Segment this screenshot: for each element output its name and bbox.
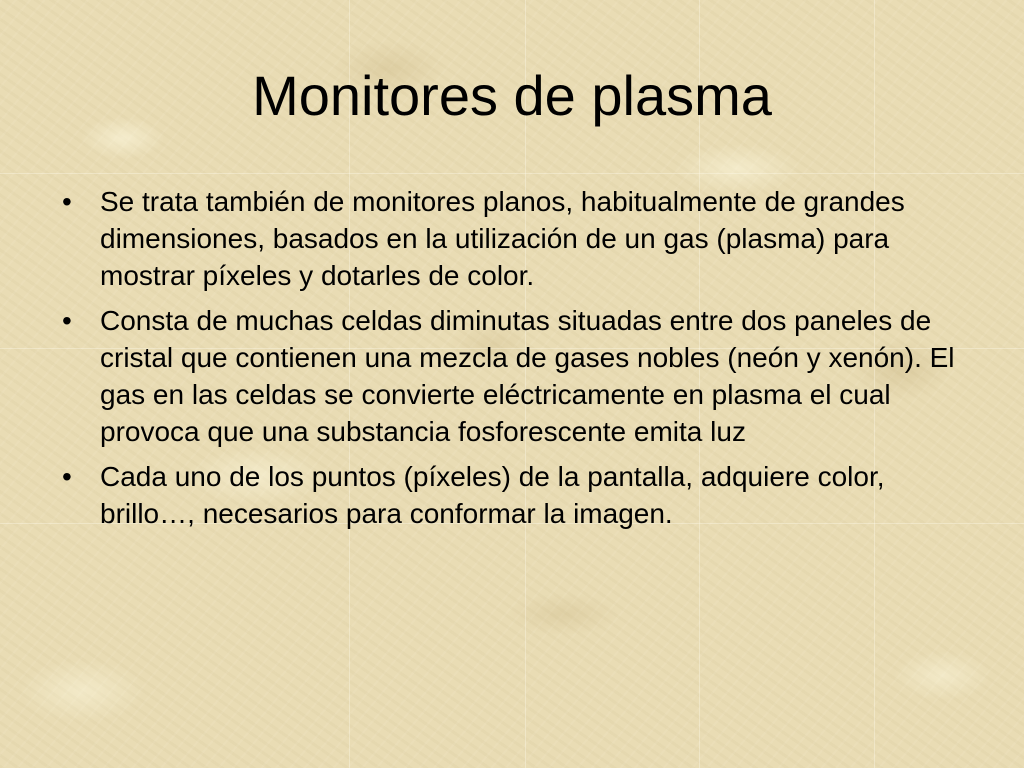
bullet-item (52, 302, 972, 450)
bullet-list (52, 183, 972, 540)
texture-seam (0, 173, 1024, 174)
bullet-marker: • (62, 461, 72, 492)
bullet-item (52, 183, 972, 294)
bullet-marker: • (62, 186, 72, 217)
bullet-text: Cada uno de los puntos (píxeles) de la pantalla, adquiere color, brillo…, necesarios para conformar la imagen. (100, 461, 885, 529)
bullet-item (52, 458, 972, 532)
slide-title: Monitores de plasma (252, 64, 772, 127)
bullet-text: Se trata también de monitores planos, habitualmente de grandes dimensiones, basados en la utilización de un gas (plasma) para mostrar píxeles y dotarles de color. (100, 186, 905, 291)
bullet-marker: • (62, 305, 72, 336)
bullet-text: Consta de muchas celdas diminutas situadas entre dos paneles de cristal que contienen una mezcla de gases nobles (neón y xenón). El gas en las celdas se convierte eléctricamente en plasma el cual provoca que una substancia fosforescente emita luz (100, 305, 955, 447)
